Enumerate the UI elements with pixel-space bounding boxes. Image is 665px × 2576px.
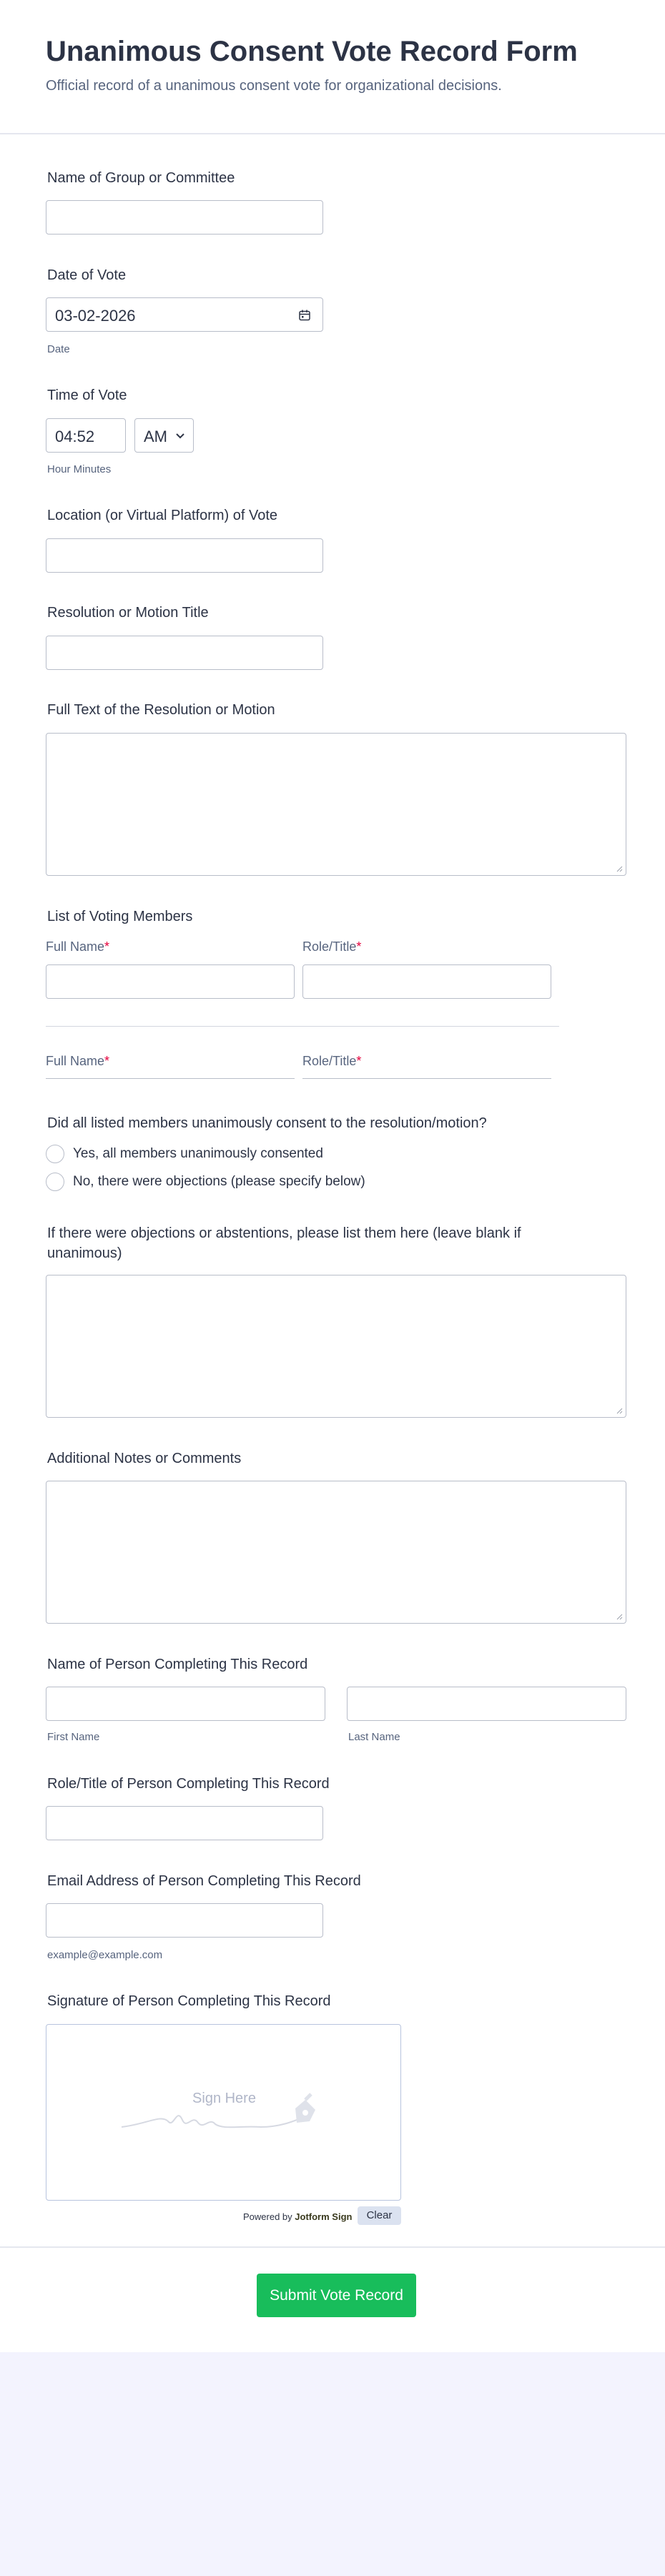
time-input[interactable] bbox=[46, 418, 126, 453]
radio-no[interactable] bbox=[46, 1173, 64, 1191]
full-name-column-header: Full Name* bbox=[46, 1054, 110, 1068]
full-name-column-header: Full Name* bbox=[46, 939, 110, 954]
member-row-divider bbox=[46, 1026, 559, 1027]
group-name-label: Name of Group or Committee bbox=[47, 170, 235, 186]
resize-grip-icon[interactable] bbox=[616, 1613, 623, 1620]
signature-scribble-icon bbox=[118, 2093, 332, 2136]
footer-divider bbox=[0, 2246, 665, 2248]
resolution-title-input[interactable] bbox=[46, 636, 323, 670]
completer-role-label: Role/Title of Person Completing This Record bbox=[47, 1776, 330, 1792]
objections-label-line2: unanimous) bbox=[47, 1245, 122, 1261]
ampm-select[interactable] bbox=[134, 418, 194, 453]
date-sublabel: Date bbox=[47, 343, 70, 355]
clear-signature-button[interactable]: Clear bbox=[358, 2206, 401, 2225]
completer-role-input[interactable] bbox=[46, 1806, 323, 1840]
notes-label: Additional Notes or Comments bbox=[47, 1451, 242, 1466]
time-of-vote-label: Time of Vote bbox=[47, 388, 127, 403]
member-full-name-underline bbox=[46, 1078, 295, 1079]
objections-label-line1: If there were objections or abstentions, please list them here (leave blank if bbox=[47, 1225, 521, 1241]
last-name-input[interactable] bbox=[347, 1687, 626, 1721]
location-label: Location (or Virtual Platform) of Vote bbox=[47, 508, 278, 523]
objections-text-area[interactable] bbox=[46, 1275, 626, 1418]
completer-email-label: Email Address of Person Completing This Record bbox=[47, 1873, 361, 1889]
group-name-input[interactable] bbox=[46, 200, 323, 235]
radio-no-label[interactable]: No, there were objections (please specify below) bbox=[73, 1174, 365, 1189]
email-sublabel: example@example.com bbox=[47, 1949, 163, 1961]
completer-name-label: Name of Person Completing This Record bbox=[47, 1657, 308, 1672]
role-title-column-header: Role/Title* bbox=[302, 939, 362, 954]
time-value: 04:52 bbox=[55, 428, 95, 445]
resize-grip-icon[interactable] bbox=[616, 1407, 623, 1414]
time-sublabel: Hour Minutes bbox=[47, 463, 112, 475]
header-divider bbox=[0, 133, 665, 134]
member-role-input[interactable] bbox=[302, 964, 551, 999]
location-input[interactable] bbox=[46, 538, 323, 573]
calendar-icon[interactable] bbox=[298, 309, 311, 322]
member-role-underline bbox=[302, 1078, 551, 1079]
radio-yes-label[interactable]: Yes, all members unanimously consented bbox=[73, 1146, 323, 1161]
resolution-text-label: Full Text of the Resolution or Motion bbox=[47, 702, 275, 718]
email-input[interactable] bbox=[46, 1903, 323, 1938]
chevron-down-icon bbox=[175, 432, 185, 440]
date-of-vote-label: Date of Vote bbox=[47, 267, 127, 283]
powered-by-text: Powered by Jotform Sign bbox=[243, 2211, 353, 2222]
first-name-input[interactable] bbox=[46, 1687, 325, 1721]
date-value: 03-02-2026 bbox=[55, 307, 136, 325]
resolution-title-label: Resolution or Motion Title bbox=[47, 605, 209, 621]
last-name-sublabel: Last Name bbox=[348, 1731, 400, 1743]
signature-pad[interactable] bbox=[46, 2024, 401, 2201]
resize-grip-icon[interactable] bbox=[616, 865, 623, 872]
jotform-sign-brand: Jotform Sign bbox=[295, 2211, 353, 2222]
member-full-name-input[interactable] bbox=[46, 964, 295, 999]
notes-text-area[interactable] bbox=[46, 1481, 626, 1624]
signature-label: Signature of Person Completing This Record bbox=[47, 1993, 331, 2009]
unanimous-question-label: Did all listed members unanimously consent to the resolution/motion? bbox=[47, 1115, 487, 1131]
form-title: Unanimous Consent Vote Record Form bbox=[46, 36, 578, 67]
ampm-value: AM bbox=[144, 428, 167, 445]
first-name-sublabel: First Name bbox=[47, 1731, 100, 1743]
voting-members-label: List of Voting Members bbox=[47, 909, 193, 924]
date-input[interactable] bbox=[46, 297, 323, 332]
resolution-text-area[interactable] bbox=[46, 733, 626, 876]
submit-button[interactable]: Submit Vote Record bbox=[257, 2274, 416, 2317]
signature-placeholder: Sign Here bbox=[192, 2091, 256, 2106]
role-title-column-header: Role/Title* bbox=[302, 1054, 362, 1068]
radio-yes[interactable] bbox=[46, 1145, 64, 1163]
form-subtitle: Official record of a unanimous consent vote for organizational decisions. bbox=[46, 78, 502, 94]
